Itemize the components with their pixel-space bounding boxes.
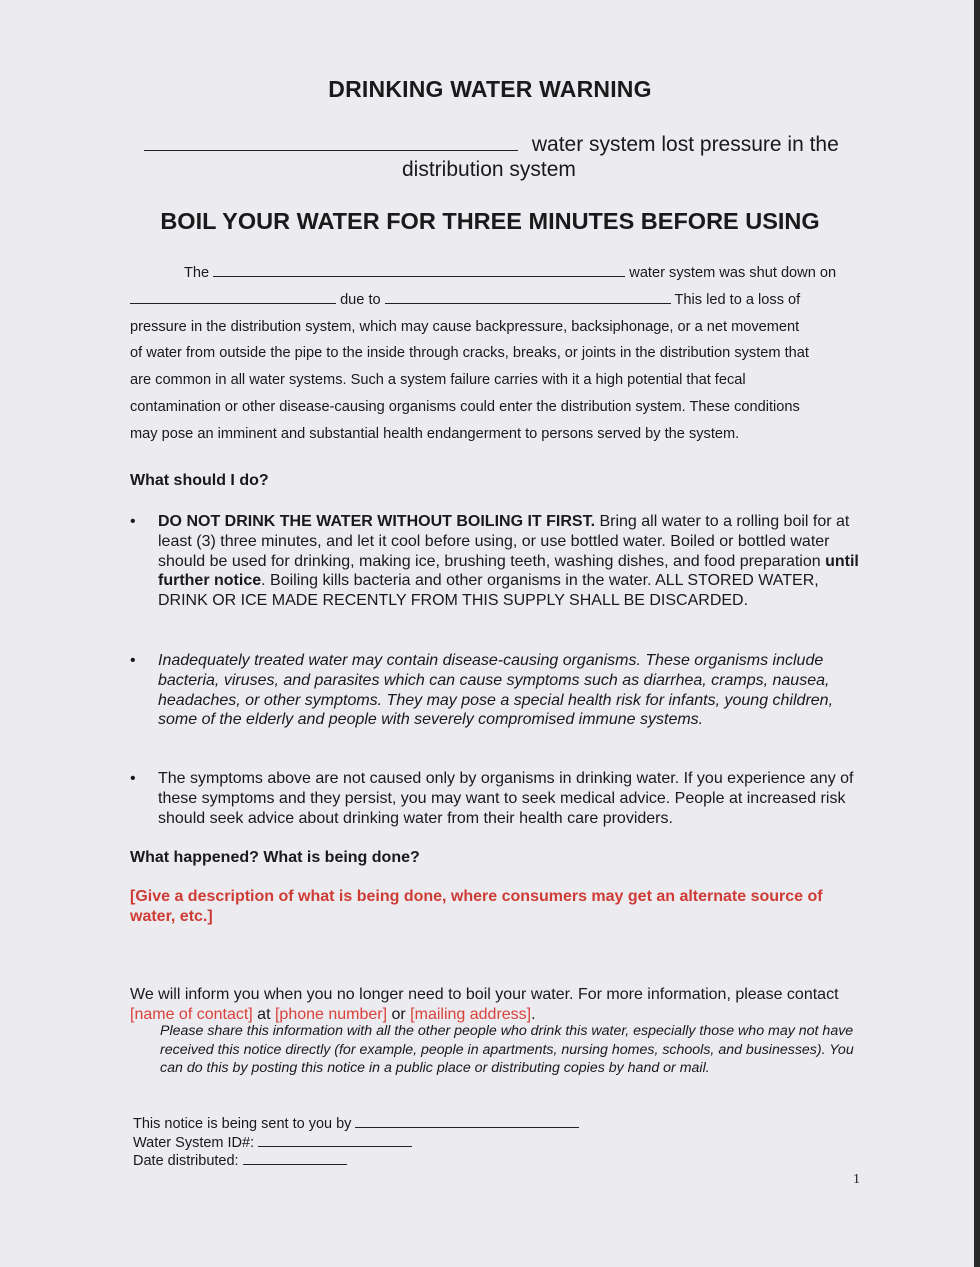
date-distributed-label: Date distributed: [133, 1153, 239, 1169]
system-id-line [133, 1133, 412, 1153]
mailing-address-placeholder: [mailing address] [410, 1006, 532, 1023]
due-to-text: due to [340, 291, 381, 308]
led-to-text: This led to a loss of [674, 291, 801, 308]
system-id-label: Water System ID#: [133, 1135, 255, 1151]
or-text: or [387, 1006, 411, 1023]
boil-instructions-text: Bring all water to a rolling boil for at least (3) three minutes, and let it cool before using, or use bottled water. Boiled or bottled water should be used for drinking, making ice, brushing teeth, washing dishes, and food preparation [158, 513, 850, 570]
sent-by-line [133, 1114, 579, 1134]
list-item [130, 769, 863, 828]
do-not-drink-text: DO NOT DRINK THE WATER WITHOUT BOILING IT FIRST. [158, 513, 596, 530]
intro-line: are common in all water systems. Such a system failure carries with it a high potential that fecal [130, 372, 746, 389]
boil-heading: BOIL YOUR WATER FOR THREE MINUTES BEFORE USING [160, 208, 820, 234]
sender-blank[interactable] [355, 1114, 579, 1128]
page-number: 1 [853, 1172, 860, 1187]
what-should-i-do-heading: What should I do? [130, 472, 269, 489]
shut-down-text: water system was shut down on [629, 265, 837, 281]
scan-edge [974, 0, 980, 1267]
at-text: at [252, 1006, 275, 1023]
date-distributed-blank[interactable] [243, 1151, 347, 1165]
system-id-blank[interactable] [258, 1133, 412, 1147]
page-title: DRINKING WATER WARNING [328, 76, 652, 102]
intro-line [130, 260, 850, 287]
bullet-icon: • [130, 770, 136, 787]
system-name-blank[interactable] [144, 132, 518, 151]
what-happened-heading: What happened? What is being done? [130, 849, 420, 866]
inform-text: We will inform you when you no longer need to boil your water. For more information, please contact [130, 986, 839, 1003]
bullet-icon: • [130, 513, 136, 530]
share-notice-text: Please share this information with all the other people who drink this water, especially those who may not have received this notice directly (for example, people in apartments, nursing homes, schools, and businesses). You can do this by posting this notice in a public place or distributing copies by hand or mail. [160, 1023, 854, 1076]
intro-line: may pose an imminent and substantial health endangerment to persons served by the system. [130, 425, 740, 442]
reason-blank[interactable] [385, 289, 671, 304]
symptoms-text: The symptoms above are not caused only by organisms in drinking water. If you experience any of these symptoms and they persist, you may want to seek medical advice. People at increased risk should seek advice about drinking water from their health care providers. [158, 770, 854, 827]
health-effects-text: Inadequately treated water may contain disease-causing organisms. These organisms include bacteria, viruses, and parasites which can cause symptoms such as diarrhea, cramps, nausea, headaches, or other symptoms. They may pose a special health risk for infants, young children, some of the elderly and people with severely compromised immune systems. [158, 652, 834, 729]
intro-paragraph [130, 260, 850, 448]
inform-paragraph [130, 985, 860, 1025]
pressure-loss-line [144, 132, 839, 157]
until-further-notice-text: until further notice [158, 552, 859, 590]
discard-text: . Boiling kills bacteria and other organisms in the water. ALL STORED WATER, DRINK OR ICE MADE RECENTLY FROM THIS SUPPLY SHALL BE DISCARDED. [158, 572, 819, 610]
bullet-icon: • [130, 652, 136, 669]
date-distributed-line [133, 1151, 347, 1171]
intro-line [130, 287, 850, 314]
sent-by-label: This notice is being sent to you by [133, 1116, 352, 1132]
intro-line: contamination or other disease-causing organisms could enter the distribution system. These conditions [130, 398, 800, 415]
distribution-system-text: distribution system [402, 158, 576, 181]
system-name-blank-2[interactable] [213, 262, 625, 277]
phone-number-placeholder: [phone number] [274, 1006, 388, 1023]
description-placeholder: [Give a description of what is being done, where consumers may get an alternate source of water, etc.] [130, 888, 823, 925]
period-text: . [531, 1006, 536, 1023]
contact-name-placeholder: [name of contact] [130, 1006, 253, 1023]
intro-line: pressure in the distribution system, which may cause backpressure, backsiphonage, or a net movement [130, 318, 800, 335]
list-item [130, 651, 863, 730]
list-item [130, 512, 863, 611]
pressure-loss-text: water system lost pressure in the [531, 133, 839, 156]
the-text: The [184, 265, 210, 281]
intro-line: of water from outside the pipe to the inside through cracks, breaks, or joints in the distribution system that [130, 345, 809, 362]
date-blank[interactable] [130, 289, 336, 304]
